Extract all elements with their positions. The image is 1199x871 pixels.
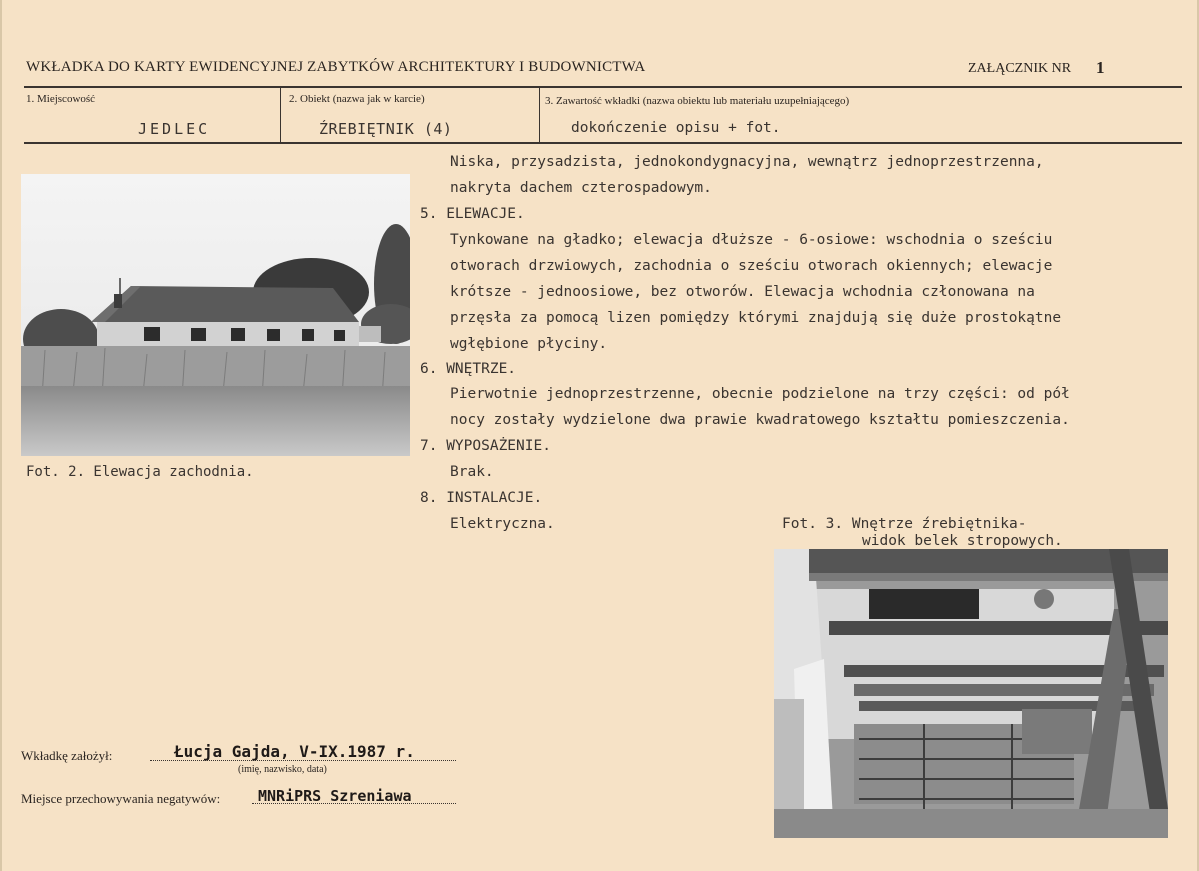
photo-interior-beams (774, 549, 1168, 838)
text-line-11: nocy zostały wydzielone dwa prawie kwadratowego kształtu pomieszczenia. (450, 412, 1070, 428)
text-line-13: Brak. (450, 464, 494, 480)
photo-interior-caption-2: widok belek stropowych. (862, 533, 1063, 549)
author-hint: (imię, nazwisko, data) (238, 764, 327, 775)
annex-number: 1 (1096, 58, 1105, 77)
header-rule-top (24, 86, 1182, 88)
text-line-15: Elektryczna. (450, 516, 555, 532)
text-line-3: 5. ELEWACJE. (420, 206, 525, 222)
text-line-7: przęsła za pomocą lizen pomiędzy którymi znajdują się duże prostokątne (450, 310, 1062, 326)
text-line-5: otworach drzwiowych, zachodnia o sześciu otworach okiennych; elewacje (450, 258, 1053, 274)
text-line-4: Tynkowane na gładko; elewacja dłuższe - 6-osiowe: wschodnia o sześciu (450, 232, 1053, 248)
text-line-6: krótsze - jednoosiowe, bez otworów. Elewacja wchodnia członowana na (450, 284, 1035, 300)
text-line-2: nakryta dachem czterospadowym. (450, 180, 712, 196)
text-line-14: 8. INSTALACJE. (420, 490, 543, 506)
field-contents-label: 3. Zawartość wkładki (nazwa obiektu lub materiału uzupełniającego) (545, 95, 850, 107)
field-object-label: 2. Obiekt (nazwa jak w karcie) (289, 93, 425, 105)
photo-west-caption: Fot. 2. Elewacja zachodnia. (26, 464, 254, 480)
field-contents-value: dokończenie opisu + fot. (571, 120, 781, 136)
photo-interior-caption-1: Fot. 3. Wnętrze źrebiętnika- (782, 516, 1027, 532)
storage-label: Miejsce przechowywania negatywów: (21, 791, 221, 806)
author-label: Wkładkę założył: (21, 748, 113, 763)
field-divider-1 (280, 88, 281, 142)
field-locality-value: JEDLEC (138, 120, 211, 138)
author-value: Łucja Gajda, V-IX.1987 r. (174, 742, 415, 761)
field-locality-label: 1. Miejscowość (26, 93, 96, 105)
card-title: WKŁADKA DO KARTY EWIDENCYJNEJ ZABYTKÓW ARCHITEKTURY I BUDOWNICTWA (26, 59, 646, 75)
text-line-8: wgłębione płyciny. (450, 336, 608, 352)
storage-value: MNRiPRS Szreniawa (258, 787, 412, 805)
header-rule-bottom (24, 142, 1182, 144)
text-line-9: 6. WNĘTRZE. (420, 361, 517, 377)
field-divider-2 (539, 88, 540, 142)
text-line-1: Niska, przysadzista, jednokondygnacyjna, wewnątrz jednoprzestrzenna, (450, 154, 1044, 170)
text-line-12: 7. WYPOSAŻENIE. (420, 438, 551, 454)
field-object-value: ŹREBIĘTNIK (4) (319, 120, 453, 138)
photo-west-elevation (21, 174, 410, 456)
annex-label: ZAŁĄCZNIK NR (968, 61, 1072, 76)
text-line-10: Pierwotnie jednoprzestrzenne, obecnie podzielone na trzy części: od pół (450, 386, 1070, 402)
